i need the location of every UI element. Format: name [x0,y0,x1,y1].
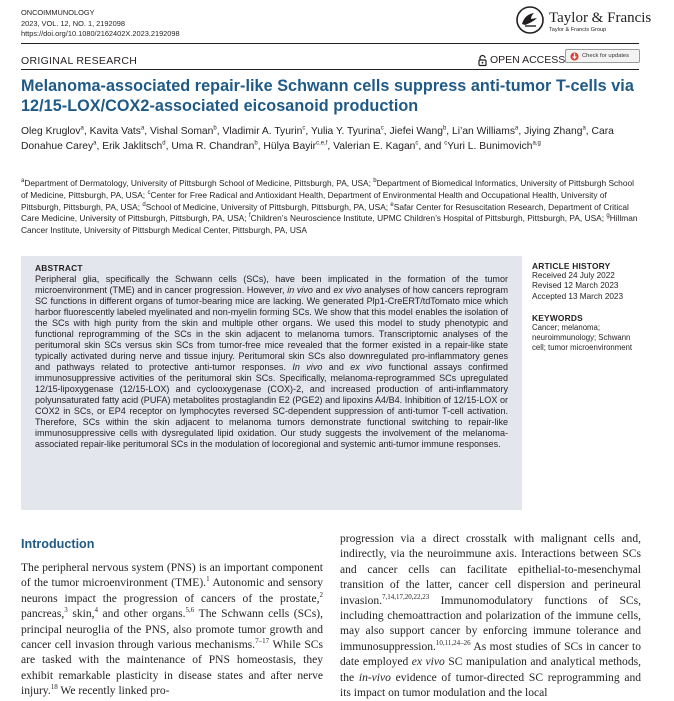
publisher-group: Taylor & Francis Group [549,27,607,33]
abstract-text: Peripheral glia, specifically the Schwann cells (SCs), have been implicated in the formation of the tumor microenvironment (TME) and in cancer progression. However, in vivo and ex vivo analyses of how cancers reprogram SC functions in different organs of tumor-bearing mice are lacking. We generated Plp1-CreERT/tdTomato mice which harbor fluorescently labeled myelinated and non-myelin forming SCs. We show that this model enables the isolation of the SCs with high purity from the skin and multiple other organs. We used this model to study phenotypic and functional reprogramming of the SCs in the skin adjacent to melanoma tumors. Transcriptomic analyses of the peritumoral skin SCs versus skin SCs from tumor-free mice revealed that the former existed in a repair-like state typically activated during nerve and tissue injury. Peritumoral skin SCs also downregulated pro-inflammatory genes and pathways related to protective anti-tumor responses. In vivo and ex vivo functional assays confirmed immunosuppressive activities of the peritumoral skin SCs. Specifically, melanoma-reprogrammed SCs upregulated 12/15-lipoxygenase (12/15-LOX) and cyclooxygenase (COX)-2, and increased production of anti-inflammatory polyunsaturated fatty acid (PUFA) metabolites prostaglandin E2 (PGE2) and lipoxins A4/B4. Inhibition of 12/15-LOX or COX2 in SCs, or EP4 receptor on lymphocytes reversed SC-dependent suppression of anti-tumor T-cell activation. Therefore, SCs within the skin adjacent to melanoma tumors demonstrate functional switching to repair-like immunosuppressive cells with dysregulated lipid oxidation. Our study suggests the involvement of the melanoma-associated repair-like peritumoral SCs in the modulation of locoregional and systemic anti-tumor immune responses. [35,273,508,450]
body-column-left: The peripheral nervous system (PNS) is an important component of the tumor microenvironment (TME).$^1$ Autonomic and sensory neurons impact the progression of cancers of the prostate,$^2$ pancreas,$^3$ skin,$^4$ and other organs.$^{5,6}$ The Schwann cells (SCs), principal neuroglia of the PNS, also promote tumor growth and cancer cell invasion through various mechanisms.$^{7-17}$ While SCs are tasked with the maintenance of PNS homeostasis, they exhibit remarkable plasticity in disease states and after nerve injury.$^{18}$ We recently linked pro- [21,562,323,698]
author-affiliation-mark: a [93,140,97,147]
author-name: Jiefei Wang [389,126,443,137]
author-affiliation-mark: a [80,125,84,132]
accepted-date: Accepted 13 March 2023 [532,291,624,301]
affiliation-text: Department of Dermatology, University of Pittsburgh School of Medicine, Pittsburgh, PA, USA; [24,178,374,188]
author-affiliation-mark: c [380,125,384,132]
doi-link[interactable]: https://doi.org/10.1080/2162402X.2023.2192098 [21,29,180,39]
affiliation-label: e [390,201,394,208]
author-affiliation-mark: c [415,140,419,147]
author-name: Oleg Kruglov [21,126,81,137]
author-affiliation-mark: c [444,140,448,147]
author-list: Oleg Kruglov$^a$, Kavita Vats$^a$, Vishal Soman$^b$, Vladimir A. Tyurin$^c$, Yulia Y. Tyurina$^c$, Jiefei Wang$^b$, Li’an Williams$^a$, Jiying Zhang$^a$, Cara Donahue Carey$^a$, Erik Jaklitsch$^d$, Uma R. Chandran$^b$, Hülya Bayir$^{c,e,f}$, Valerian E. Kagan$^c$, and $^c$Yuri L. Bunimovich$^{a,g}$ [21,125,614,152]
journal-info [21,8,180,40]
body-column-right: progression via a direct crosstalk with malignant cells and, indirectly, via the neuroimmune axis. Interactions between SCs and cancer cells can facilitate epithelial-to-mesenchymal transition of the latter, cancer cell dispersion and perineural invasion.$^{7,14,17,20,22,23}$ Immunomodulatory functions of SCs, including chemoattraction and polarization of the immune cells, may also support cancer by enforcing immune tolerance and immunosuppression.$^{10,11,24-26}$ As most studies of SCs in cancer to date employed ex vivo SC manipulation and analytical methods, the in-vivo evidence of tumor-directed SC reprogramming and its impact on tumor modulation and the local [340,533,642,700]
affiliation-text: Hillman Cancer Institute, University of Pittsburgh Medical Center, Pittsburgh, PA, USA [21,213,638,236]
affiliations [21,178,643,237]
affiliation-text: School of Medicine, University of Pittsburgh, Pittsburgh, PA, USA; [145,201,391,212]
author-name: and [424,140,445,152]
affiliation-text: Children’s Neuroscience Institute, UPMC Children’s Hospital of Pittsburgh, Pittsburgh, PA, USA; [250,213,607,224]
header-rule [21,43,639,44]
author-name: Valerian E. Kagan [333,140,416,152]
author-affiliation-mark: c [302,125,306,132]
journal-name: ONCOIMMUNOLOGY [21,8,95,17]
abstract-box [21,256,522,510]
author-name: Yuri L. Bunimovich [447,140,533,152]
author-affiliation-mark: b [213,125,217,132]
author-affiliation-mark: a,g [532,140,541,147]
author-name: Vishal Soman [150,126,214,137]
article-type: ORIGINAL RESEARCH [21,55,138,67]
affiliation-text: Department of Biomedical Informatics, University of Pittsburgh School of Medicine, Pittsburgh, PA, USA; [21,178,634,200]
author-name: Jiying Zhang [524,126,583,137]
check-for-updates-button[interactable] [565,49,640,63]
affiliation-label: c [147,190,151,197]
affiliation-text: Safar Center for Resuscitation Research, Department of Critical Care Medicine, University of Pittsburgh, Pittsburgh, PA, USA; [21,201,629,224]
issue-line: 2023, VOL. 12, NO. 1, 2192098 [21,18,125,28]
author-name: Uma R. Chandran [171,140,255,152]
keywords-text: Cancer; melanoma; neuroimmunology; Schwann cell; tumor microenvironment [532,323,633,353]
open-lock-icon [478,55,487,66]
affiliation-label: g [606,213,610,220]
introduction-heading: Introduction [21,537,95,551]
author-affiliation-mark: a [582,125,586,132]
title-rule [21,69,639,70]
author-affiliation-mark: c,e,f [316,140,328,147]
author-name: Vladimir A. Tyurin [222,126,303,137]
affiliation-label: a [21,178,25,185]
affiliation-label: d [142,201,146,208]
check-updates-icon [570,52,579,61]
check-updates-label: Check for updates [582,53,630,59]
abstract-heading: ABSTRACT [35,263,83,273]
author-affiliation-mark: a [514,125,519,132]
keywords-heading: KEYWORDS [532,313,583,323]
affiliation-label: f [249,213,251,220]
author-affiliation-mark: b [442,125,447,132]
author-affiliation-mark: a [140,125,145,132]
open-access-badge [478,54,565,66]
revised-date: Revised 12 March 2023 [532,281,619,291]
keywords [532,313,644,354]
author-affiliation-mark: b [254,140,258,147]
affiliation-label: b [373,178,377,185]
author-name: Li’an Williams [452,126,515,137]
publisher-name: Taylor & Francis [549,10,652,26]
open-access-label: OPEN ACCESS [490,54,566,66]
author-name: Hülya Bayir [263,140,317,152]
publisher-logo [516,6,652,38]
author-affiliation-mark: d [162,140,166,147]
received-date: Received 24 July 2022 [532,271,615,280]
article-title: Melanoma-associated repair-like Schwann cells suppress anti-tumor T-cells via 12/15-LOX/COX2-associated eicosanoid production [21,77,634,115]
article-history-heading: ARTICLE HISTORY [532,261,611,271]
taylor-francis-logo-icon [516,6,544,34]
affiliation-text: Center for Free Radical and Antioxidant Health, Department of Environmental Health and Occupational Health, University of Pittsburgh, Pittsburgh, PA, USA; [21,189,607,212]
author-name: Erik Jaklitsch [102,140,163,152]
author-name: Kavita Vats [89,126,141,137]
article-history [532,261,644,302]
author-name: Cara Donahue Carey [21,126,614,152]
author-name: Yulia Y. Tyurina [310,126,381,137]
